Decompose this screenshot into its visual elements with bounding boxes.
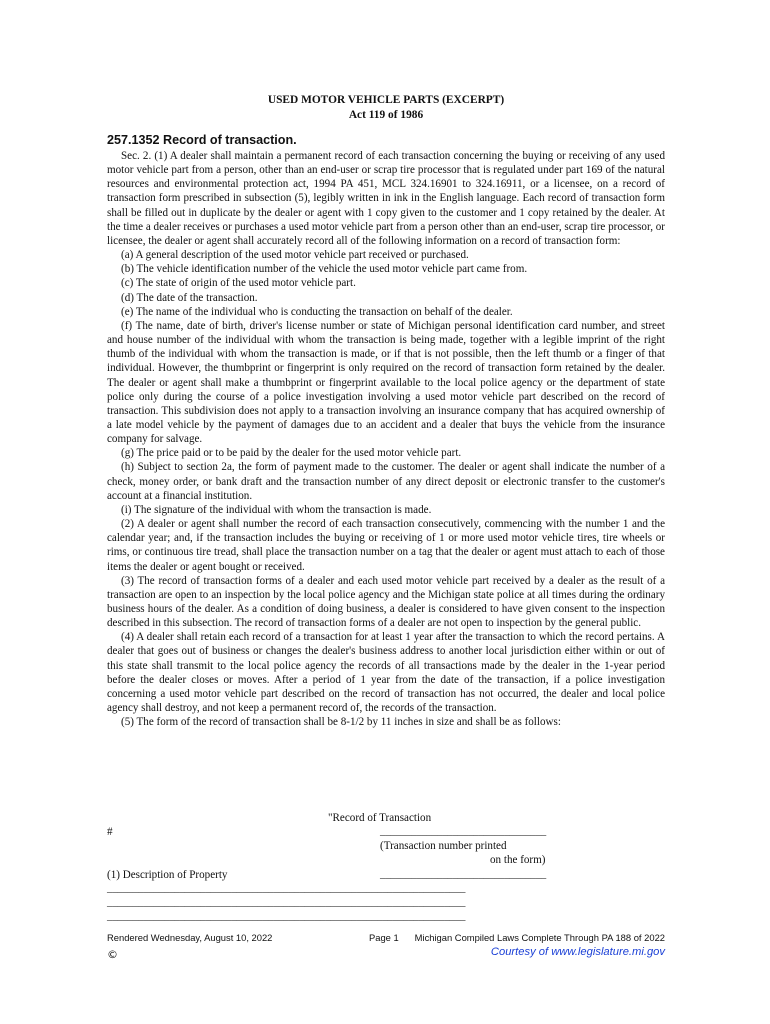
transaction-number-label-cont: on the form) — [490, 854, 546, 867]
paragraph: Sec. 2. (1) A dealer shall maintain a permanent record of each transaction concerning the buying or receiving of any used motor vehicle part from a person, other than an end-user or scrap tire processor that is regulated under part 169 of the natural resources and environmental protection act, 1994 PA 451, MCL 324.16901 to 324.16911, or a licensee, on a record of transaction form prescribed in subsection (5), legibly written in ink in the English language. Each record of transaction form shall be filled out in duplicate by the dealer or agent with 1 copy given to the customer and 1 copy retained by the dealer. At the time a dealer receives or purchases a used motor vehicle part from a person other than an end-user, scrap tire processor, or licensee, the dealer or agent shall accurately record all of the following information on a record of transaction form: — [107, 150, 665, 247]
description-line-short: ________________________________ — [380, 868, 547, 880]
transaction-number-line: ________________________________ — [380, 826, 547, 838]
copyright-symbol: © — [107, 948, 118, 961]
section-body — [107, 149, 665, 729]
paragraph: (4) A dealer shall retain each record of a transaction for at least 1 year after the transaction to which the record pertains. A dealer that goes out of business or changes the dealer's business address to another local jurisdiction either within or out of this state shall transmit to the local police agency the records of all transactions made by the dealer in the 1-year period before the dealer closes or moves. After a period of 1 year from the date of the transaction, if a police investigation concerning a used motor vehicle part described on the record of transaction has not occurred, the dealer and local police agency shall destroy, and not keep a permanent record of, the records of the transaction. — [107, 631, 665, 715]
courtesy-link[interactable]: Courtesy of www.legislature.mi.gov — [490, 946, 665, 958]
description-label: (1) Description of Property — [107, 868, 228, 881]
hash-label: # — [107, 826, 113, 839]
transaction-number-label: (Transaction number printed — [380, 840, 507, 853]
description-line: _____________________________________________________________________ — [107, 882, 466, 894]
document-subtitle: Act 119 of 1986 — [348, 109, 424, 121]
paragraph: (i) The signature of the individual with whom the transaction is made. — [121, 503, 432, 516]
compiled-through: Michigan Compiled Laws Complete Through PA 188 of 2022 — [414, 932, 665, 943]
record-of-transaction-form — [107, 811, 665, 924]
paragraph: (d) The date of the transaction. — [121, 291, 258, 304]
form-heading: "Record of Transaction — [328, 812, 432, 824]
paragraph: (b) The vehicle identification number of the vehicle the used motor vehicle part came from. — [121, 263, 528, 276]
document-title: USED MOTOR VEHICLE PARTS (EXCERPT) — [267, 94, 505, 106]
paragraph: (5) The form of the record of transaction shall be 8-1/2 by 11 inches in size and shall be as follows: — [121, 716, 561, 729]
paragraph: (c) The state of origin of the used motor vehicle part. — [121, 277, 356, 290]
paragraph: (f) The name, date of birth, driver's license number or state of Michigan personal identification card number, and street and house number of the individual with whom the transaction is being made, together with a legible imprint of the right thumb of the individual with whom the transaction is made, or if that is not possible, then the left thumb or a finger of that individual. However, the thumbprint or fingerprint is only required on the record of transaction form retained by the dealer. The dealer or agent shall make a thumbprint or fingerprint available to the local police agency or the department of state police only during the course of a police investigation involving a used motor vehicle part described on the record of transaction. This subdivision does not apply to a transaction involving an insurance company that has acquired ownership of a late model vehicle by the payment of damages due to an accident and a dealer that buys the vehicle from the insurance company for salvage. — [107, 319, 665, 446]
paragraph: (h) Subject to section 2a, the form of payment made to the customer. The dealer or agent shall indicate the number of a check, money order, or bank draft and the transaction number of any direct deposit or electronic transfer to the customer's account at a financial institution. — [107, 461, 665, 502]
section-title: 257.1352 Record of transaction. — [107, 133, 297, 147]
paragraph: (e) The name of the individual who is conducting the transaction on behalf of the dealer. — [121, 305, 513, 318]
description-line: _____________________________________________________________________ — [107, 910, 466, 922]
description-line: _____________________________________________________________________ — [107, 896, 466, 908]
rendered-date: Rendered Wednesday, August 10, 2022 — [107, 932, 273, 943]
page-number: Page 1 — [369, 932, 399, 943]
paragraph: (2) A dealer or agent shall number the record of each transaction consecutively, commencing with the number 1 and the calendar year; and, if the transaction includes the buying or receiving of 1 or more used motor vehicle tires, tire wheels or rims, or continuous tire tread, shall place the transaction number on a tag that the dealer or agent must attach to each of those items the dealer or agent bought or received. — [107, 518, 665, 573]
paragraph: (3) The record of transaction forms of a dealer and each used motor vehicle part received by a dealer as the result of a transaction are open to an inspection by the local police agency and the Michigan state police at all times during the ordinary business hours of the dealer. As a condition of doing business, a dealer is considered to have given consent to the inspection described in this subsection. The record of transaction forms of a dealer are not open to inspection by the general public. — [107, 574, 665, 630]
document-header — [107, 93, 665, 123]
paragraph: (a) A general description of the used motor vehicle part received or purchased. — [121, 249, 469, 262]
paragraph: (g) The price paid or to be paid by the dealer for the used motor vehicle part. — [121, 447, 462, 460]
